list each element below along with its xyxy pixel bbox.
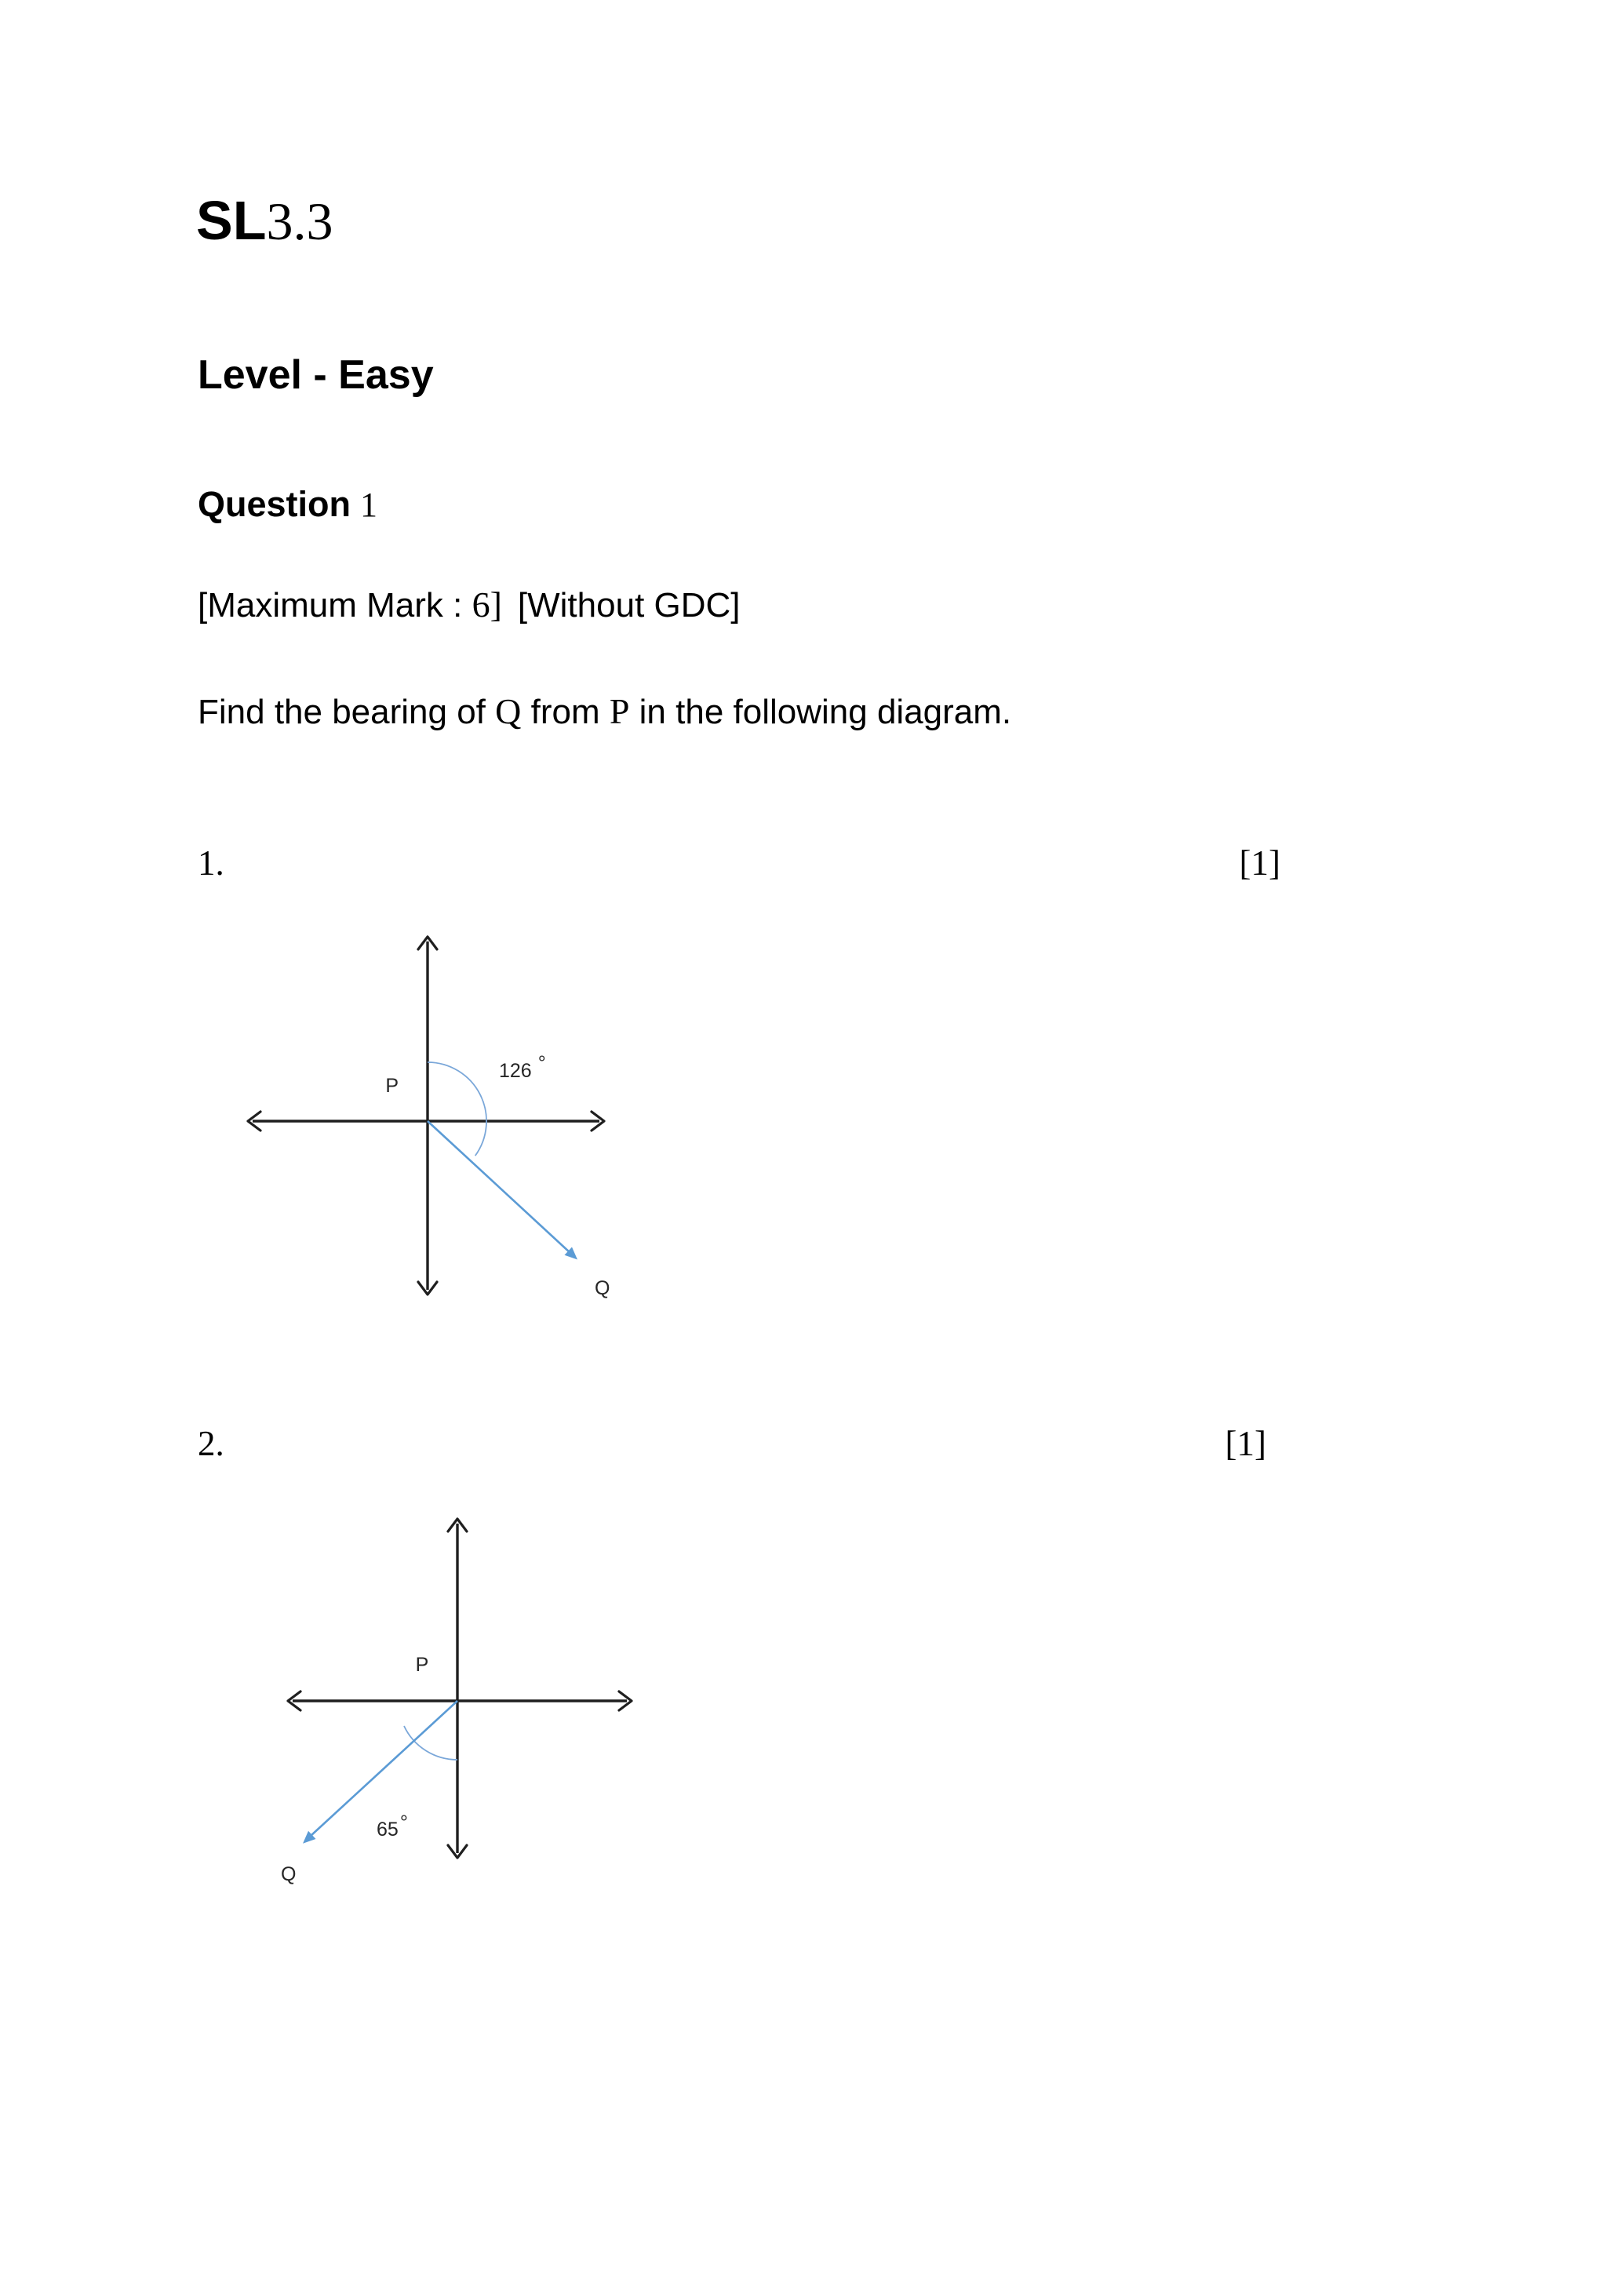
bearing-line-pq	[311, 1701, 457, 1836]
question-prompt	[198, 689, 1011, 734]
point-p-label: P	[415, 1654, 429, 1676]
maximum-mark-line	[198, 584, 741, 624]
angle-value: 126	[499, 1060, 532, 1082]
angle-degree-sign: °	[399, 1812, 408, 1833]
bearing-diagram-2	[267, 1491, 659, 1899]
item-2-marks-badge: [1]	[1225, 1424, 1266, 1463]
page-title	[196, 190, 333, 251]
prompt-text-2: from	[521, 693, 610, 731]
maximum-mark-suffix: ]	[490, 584, 502, 624]
point-q-label: Q	[281, 1863, 297, 1885]
maximum-mark-value: 6	[472, 584, 490, 624]
point-q-label: Q	[595, 1277, 610, 1299]
prompt-point-q: Q	[495, 691, 522, 731]
angle-label	[499, 1052, 546, 1082]
prompt-text-1: Find the bearing of	[198, 693, 496, 731]
bearing-diagram-1	[235, 910, 628, 1318]
title-section-number: 3.3	[266, 191, 333, 251]
prompt-text-3: in the following diagram.	[629, 693, 1012, 731]
maximum-mark-prefix: [Maximum Mark :	[198, 586, 472, 624]
bearing-line-pq	[428, 1121, 571, 1254]
gdc-note: [Without GDC]	[517, 586, 741, 624]
item-row-1	[198, 843, 1280, 883]
title-course-code: SL	[196, 190, 267, 251]
item-1-marks-badge: [1]	[1239, 843, 1280, 883]
angle-arc	[428, 1062, 486, 1156]
item-row-2	[198, 1426, 1266, 1462]
point-p-label: P	[385, 1075, 399, 1097]
question-number: 1	[360, 486, 378, 524]
question-heading	[198, 486, 377, 523]
angle-value: 65	[377, 1819, 399, 1841]
prompt-point-p: P	[609, 691, 630, 731]
item-1-number: 1.	[198, 843, 224, 883]
level-heading: Level - Easy	[198, 352, 434, 398]
angle-label	[377, 1812, 408, 1841]
angle-degree-sign: °	[537, 1052, 546, 1074]
item-2-number: 2.	[198, 1424, 224, 1463]
question-label: Question	[198, 484, 351, 524]
